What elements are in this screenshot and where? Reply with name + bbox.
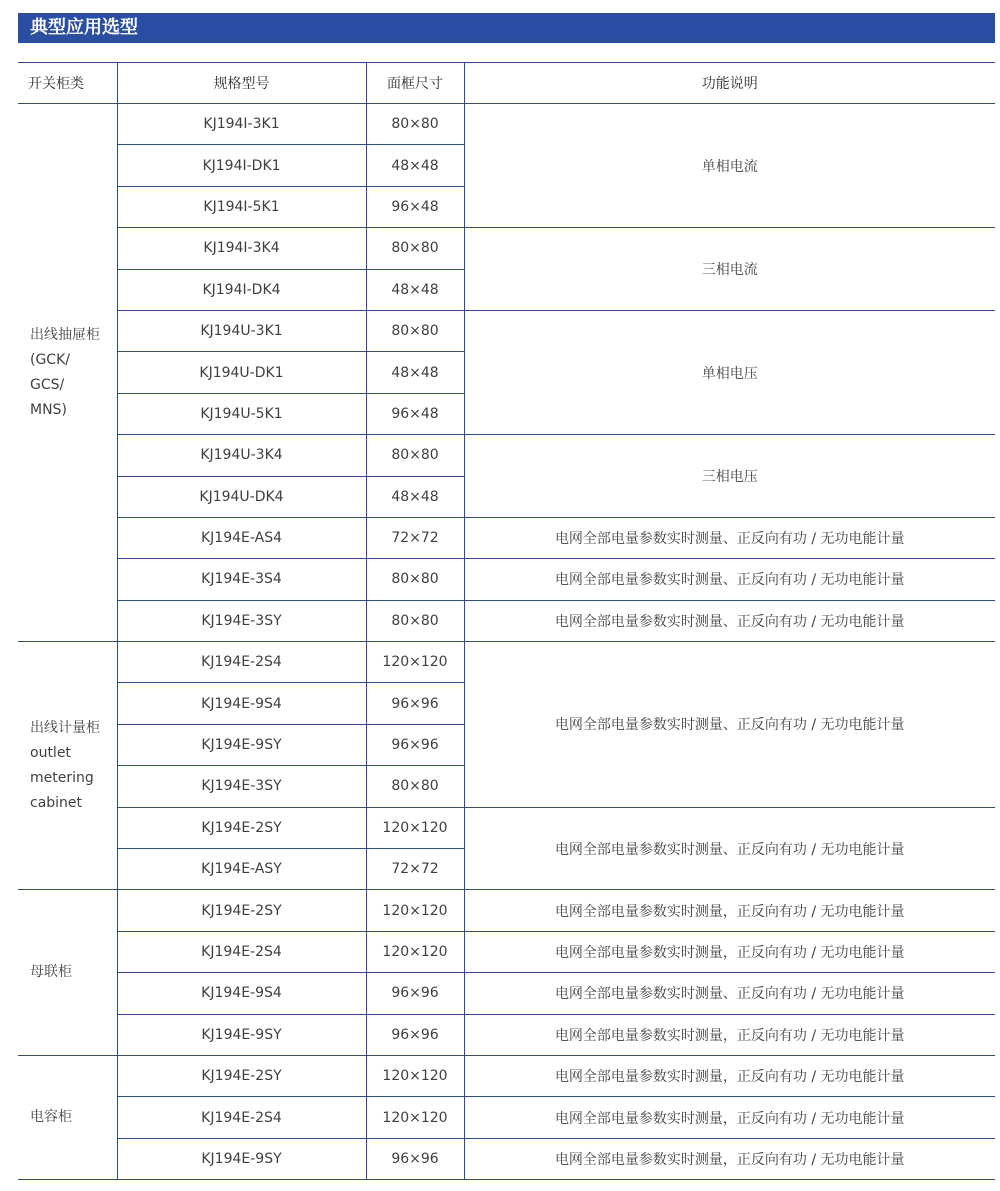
model-cell: KJ194I-DK4 <box>117 269 366 310</box>
size-cell: 120×120 <box>366 1097 464 1138</box>
table-row <box>18 600 995 641</box>
model-cell: KJ194I-3K4 <box>117 228 366 269</box>
model-cell: KJ194E-2S4 <box>117 931 366 972</box>
model-cell: KJ194E-3SY <box>117 600 366 641</box>
model-cell: KJ194E-2S4 <box>117 1097 366 1138</box>
size-cell: 96×96 <box>366 973 464 1014</box>
model-cell: KJ194E-2SY <box>117 807 366 848</box>
model-cell: KJ194E-9SY <box>117 1014 366 1055</box>
function-cell: 电网全部电量参数实时测量、正反向有功 / 无功电能计量 <box>464 807 995 890</box>
function-cell: 电网全部电量参数实时测量，正反向有功 / 无功电能计量 <box>464 931 995 972</box>
function-cell: 电网全部电量参数实时测量，正反向有功 / 无功电能计量 <box>464 1055 995 1096</box>
table-row <box>18 1138 995 1179</box>
size-cell: 80×80 <box>366 766 464 807</box>
model-cell: KJ194E-9SY <box>117 724 366 765</box>
size-cell: 80×80 <box>366 310 464 351</box>
function-cell: 电网全部电量参数实时测量，正反向有功 / 无功电能计量 <box>464 1097 995 1138</box>
size-cell: 120×120 <box>366 642 464 683</box>
size-cell: 72×72 <box>366 849 464 890</box>
model-cell: KJ194E-2S4 <box>117 642 366 683</box>
size-cell: 48×48 <box>366 352 464 393</box>
function-cell: 单相电压 <box>464 310 995 434</box>
table-row <box>18 559 995 600</box>
table-header-row <box>18 63 995 104</box>
function-cell: 电网全部电量参数实时测量、正反向有功 / 无功电能计量 <box>464 517 995 558</box>
model-cell: KJ194I-DK1 <box>117 145 366 186</box>
header-frame-size: 面框尺寸 <box>366 63 464 104</box>
size-cell: 72×72 <box>366 517 464 558</box>
function-cell: 电网全部电量参数实时测量，正反向有功 / 无功电能计量 <box>464 1138 995 1179</box>
size-cell: 80×80 <box>366 559 464 600</box>
size-cell: 120×120 <box>366 807 464 848</box>
size-cell: 120×120 <box>366 1055 464 1096</box>
header-cabinet-type: 开关柜类 <box>18 63 117 104</box>
model-cell: KJ194E-ASY <box>117 849 366 890</box>
model-cell: KJ194E-2SY <box>117 1055 366 1096</box>
header-model: 规格型号 <box>117 63 366 104</box>
size-cell: 120×120 <box>366 931 464 972</box>
header-function: 功能说明 <box>464 63 995 104</box>
function-cell: 电网全部电量参数实时测量、正反向有功 / 无功电能计量 <box>464 559 995 600</box>
table-row <box>18 435 995 476</box>
cabinet-capacitor: 电容柜 <box>18 1055 117 1179</box>
table-row <box>18 228 995 269</box>
function-cell: 三相电压 <box>464 435 995 518</box>
model-cell: KJ194U-3K4 <box>117 435 366 476</box>
size-cell: 120×120 <box>366 890 464 931</box>
size-cell: 96×48 <box>366 186 464 227</box>
function-cell: 电网全部电量参数实时测量，正反向有功 / 无功电能计量 <box>464 1014 995 1055</box>
table-row <box>18 807 995 848</box>
size-cell: 96×96 <box>366 1014 464 1055</box>
table-row <box>18 517 995 558</box>
selection-table <box>18 62 995 1180</box>
table-row <box>18 890 995 931</box>
model-cell: KJ194E-AS4 <box>117 517 366 558</box>
model-cell: KJ194E-9S4 <box>117 973 366 1014</box>
cabinet-drawer: 出线抽屉柜 (GCK/ GCS/ MNS) <box>18 104 117 642</box>
function-cell: 电网全部电量参数实时测量、正反向有功 / 无功电能计量 <box>464 600 995 641</box>
table-row <box>18 1097 995 1138</box>
model-cell: KJ194E-9S4 <box>117 683 366 724</box>
size-cell: 96×96 <box>366 724 464 765</box>
model-cell: KJ194U-3K1 <box>117 310 366 351</box>
table-row <box>18 642 995 683</box>
model-cell: KJ194U-DK4 <box>117 476 366 517</box>
table-row <box>18 310 995 351</box>
function-cell: 电网全部电量参数实时测量、正反向有功 / 无功电能计量 <box>464 973 995 1014</box>
size-cell: 48×48 <box>366 269 464 310</box>
function-cell: 三相电流 <box>464 228 995 311</box>
function-cell: 电网全部电量参数实时测量，正反向有功 / 无功电能计量 <box>464 890 995 931</box>
size-cell: 80×80 <box>366 104 464 145</box>
size-cell: 48×48 <box>366 145 464 186</box>
size-cell: 80×80 <box>366 435 464 476</box>
cabinet-bus-tie: 母联柜 <box>18 890 117 1056</box>
model-cell: KJ194I-3K1 <box>117 104 366 145</box>
size-cell: 80×80 <box>366 228 464 269</box>
function-cell: 单相电流 <box>464 104 995 228</box>
size-cell: 96×96 <box>366 1138 464 1179</box>
table-row <box>18 1014 995 1055</box>
model-cell: KJ194I-5K1 <box>117 186 366 227</box>
table-row <box>18 931 995 972</box>
size-cell: 80×80 <box>366 600 464 641</box>
size-cell: 96×96 <box>366 683 464 724</box>
model-cell: KJ194E-2SY <box>117 890 366 931</box>
function-cell: 电网全部电量参数实时测量、正反向有功 / 无功电能计量 <box>464 642 995 808</box>
cabinet-metering: 出线计量柜 outlet metering cabinet <box>18 642 117 890</box>
model-cell: KJ194E-3SY <box>117 766 366 807</box>
size-cell: 96×48 <box>366 393 464 434</box>
table-row <box>18 973 995 1014</box>
size-cell: 48×48 <box>366 476 464 517</box>
model-cell: KJ194U-5K1 <box>117 393 366 434</box>
model-cell: KJ194U-DK1 <box>117 352 366 393</box>
table-row <box>18 1055 995 1096</box>
model-cell: KJ194E-3S4 <box>117 559 366 600</box>
model-cell: KJ194E-9SY <box>117 1138 366 1179</box>
table-row <box>18 104 995 145</box>
section-title: 典型应用选型 <box>18 13 995 43</box>
